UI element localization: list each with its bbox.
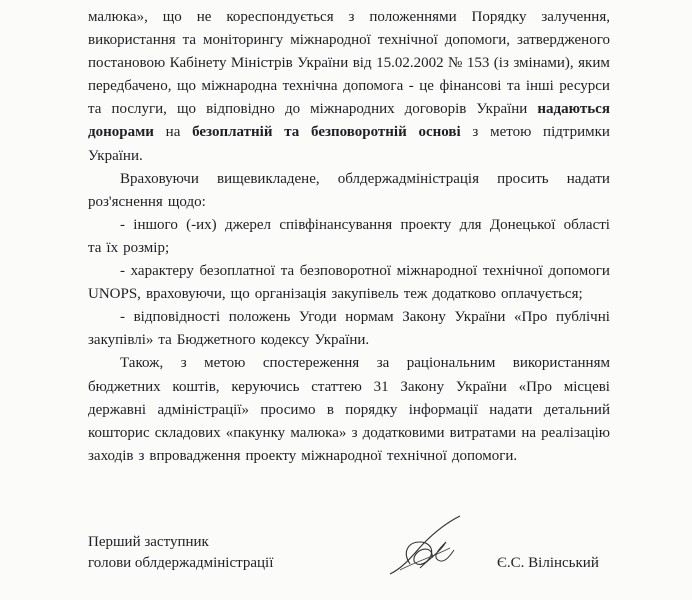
word: міжнародної [301, 447, 382, 464]
word: Закону [402, 309, 446, 326]
text-line [88, 422, 610, 445]
word: Закону [400, 378, 445, 395]
word: для [459, 216, 482, 233]
word: нормам [345, 309, 394, 326]
word: теж [403, 286, 428, 303]
word: та [182, 32, 197, 49]
word: інші [525, 78, 554, 95]
word: метою [490, 124, 532, 141]
word: положень [228, 309, 291, 326]
word: технічна [282, 78, 338, 95]
word: залучення, [541, 9, 610, 25]
word: основі [418, 124, 461, 141]
text-line [88, 306, 610, 329]
word: моніторингу [203, 32, 284, 49]
word: міжнародна [201, 78, 278, 95]
word: кошторис [88, 424, 150, 441]
word: що [176, 101, 197, 118]
word: додатково [432, 286, 496, 303]
word: проекту [245, 447, 297, 464]
word: що [230, 286, 250, 303]
word: на [165, 124, 181, 141]
word: надати [566, 170, 610, 187]
text-line [88, 6, 610, 29]
word: Донецької [489, 216, 556, 233]
word: з [138, 447, 145, 464]
text-line [88, 168, 610, 191]
signatory-position-line2: голови облдержадміністрації [88, 555, 274, 571]
word: безповоротній [311, 124, 407, 141]
word: порядку [345, 401, 398, 418]
text-line [88, 98, 610, 121]
word: державні [88, 401, 147, 418]
word: просить [497, 170, 549, 187]
word: технічної [482, 263, 543, 280]
word: кодексу [260, 332, 310, 349]
word: надаються [537, 101, 610, 118]
word: враховуючи, [145, 286, 226, 303]
text-line [88, 329, 610, 352]
word: керуючись [231, 378, 300, 395]
word: щодо: [167, 193, 206, 210]
word: та [506, 78, 521, 95]
word: до [284, 101, 301, 118]
word: що [176, 78, 197, 95]
word: спостереження [262, 355, 360, 372]
text-line [88, 121, 610, 144]
word: Міністрів [230, 55, 293, 72]
text-line [88, 260, 610, 283]
word: відповідності [133, 309, 221, 326]
text-line [88, 283, 610, 306]
signatory-position [88, 532, 273, 574]
word: кореспондується [226, 9, 334, 25]
word: що [162, 9, 182, 25]
word: облдержадміністрація [337, 170, 479, 187]
word: від [352, 55, 372, 72]
word: 15.02.2002 [376, 55, 444, 72]
word: організація [254, 286, 327, 303]
word: технічної [386, 447, 447, 464]
text-line [88, 29, 610, 52]
word: з [348, 9, 355, 25]
word: та [284, 124, 300, 141]
word: постановою [88, 55, 166, 72]
word: (-их) [186, 216, 217, 233]
word: безповоротної [299, 263, 391, 280]
word: раціональним [406, 355, 496, 372]
word: характеру [130, 263, 194, 280]
word: «Про [518, 378, 552, 395]
word: Угоди [298, 309, 337, 326]
word: - [120, 309, 125, 326]
word: міжнародних [310, 101, 395, 118]
text-line [88, 237, 610, 260]
word: та [88, 101, 102, 118]
word: метою [204, 355, 246, 372]
word: впровадження [149, 447, 241, 464]
word: роз'яснення [88, 193, 163, 210]
word: та [158, 332, 172, 349]
word: (із [493, 55, 509, 72]
word: закупівель [331, 286, 399, 303]
word: - [120, 263, 125, 280]
word: міжнародної [396, 263, 478, 280]
word: - [408, 78, 414, 95]
word: 153 [466, 55, 490, 72]
word: Враховуючи [120, 170, 199, 187]
word: з [351, 424, 358, 441]
word: міжнародної [290, 32, 371, 49]
word: вищевикладене, [217, 170, 320, 187]
word: Бюджетного [176, 332, 256, 349]
word: реалізацію [541, 424, 610, 441]
word: України [454, 309, 506, 326]
signatory-name: Є.С. Вілінський [497, 555, 599, 571]
word: використання [88, 32, 176, 49]
text-line [88, 399, 610, 422]
word: допомоги. [451, 447, 518, 464]
word: безоплатної [199, 263, 276, 280]
word: Також, [120, 355, 164, 372]
text-line [88, 445, 610, 468]
word: технічної [377, 32, 438, 49]
word: складових [154, 424, 221, 441]
word: послуги, [111, 101, 167, 118]
word: іншого [133, 216, 178, 233]
signatory-position-line1: Перший заступник [88, 534, 209, 550]
word: закупівлі» [88, 332, 154, 349]
word: «Про [514, 309, 548, 326]
word: донорами [88, 124, 154, 141]
word: та [280, 263, 295, 280]
word: Порядку [471, 9, 527, 25]
word: фінансові [439, 78, 502, 95]
word: затвердженого [517, 32, 610, 49]
word: договорів [404, 101, 467, 118]
word: передбачено, [88, 78, 172, 95]
word: їх [106, 239, 119, 256]
text-line [88, 376, 610, 399]
text-line [88, 352, 610, 375]
word: на [521, 424, 537, 441]
word: статтею [311, 378, 362, 395]
text-line [88, 75, 610, 98]
text-line [88, 145, 610, 168]
word: публічні [555, 309, 610, 326]
handwritten-signature [380, 512, 470, 582]
word: Кабінету [169, 55, 227, 72]
text-line [88, 191, 610, 214]
word: України [476, 101, 528, 118]
word: заходів [88, 447, 134, 464]
word: за [376, 355, 390, 372]
word: ресурси [559, 78, 610, 95]
word: розмір; [123, 239, 170, 256]
word: коштів, [172, 378, 220, 395]
word: це [419, 78, 434, 95]
word: інформації [408, 401, 478, 418]
word: № [448, 55, 463, 72]
word: «пакунку [225, 424, 286, 441]
word: з [472, 124, 479, 141]
word: України [297, 55, 349, 72]
word: відповідно [206, 101, 275, 118]
word: - [120, 216, 125, 233]
text-line [88, 52, 610, 75]
word: України. [314, 332, 370, 349]
word: в [326, 401, 334, 418]
word: просимо [260, 401, 316, 418]
word: надати [489, 401, 533, 418]
word: малюка», [88, 9, 148, 25]
word: адміністрації» [157, 401, 250, 418]
text-line [88, 214, 610, 237]
word: використанням [512, 355, 610, 372]
word: додатковими [362, 424, 445, 441]
word: 31 [373, 378, 389, 395]
word: України [455, 378, 507, 395]
word: детальний [543, 401, 610, 418]
word: з [180, 355, 187, 372]
word: співфінансування [279, 216, 393, 233]
word: змінами), [513, 55, 574, 72]
word: проекту [400, 216, 452, 233]
word: джерел [224, 216, 272, 233]
word: UNOPS, [88, 286, 141, 303]
word: не [196, 9, 212, 25]
word: безоплатній [192, 124, 273, 141]
word: та [88, 239, 102, 256]
word: яким [578, 55, 610, 72]
word: області [563, 216, 610, 233]
word: України. [88, 147, 143, 164]
letter-body [88, 6, 610, 468]
word: витратами [449, 424, 517, 441]
word: допомоги, [444, 32, 511, 49]
word: малюка» [290, 424, 347, 441]
word: положеннями [369, 9, 457, 25]
word: місцеві [563, 378, 610, 395]
word: оплачується; [500, 286, 583, 303]
word: бюджетних [88, 378, 161, 395]
word: допомога [343, 78, 404, 95]
word: підтримки [543, 124, 610, 141]
word: допомоги [548, 263, 610, 280]
